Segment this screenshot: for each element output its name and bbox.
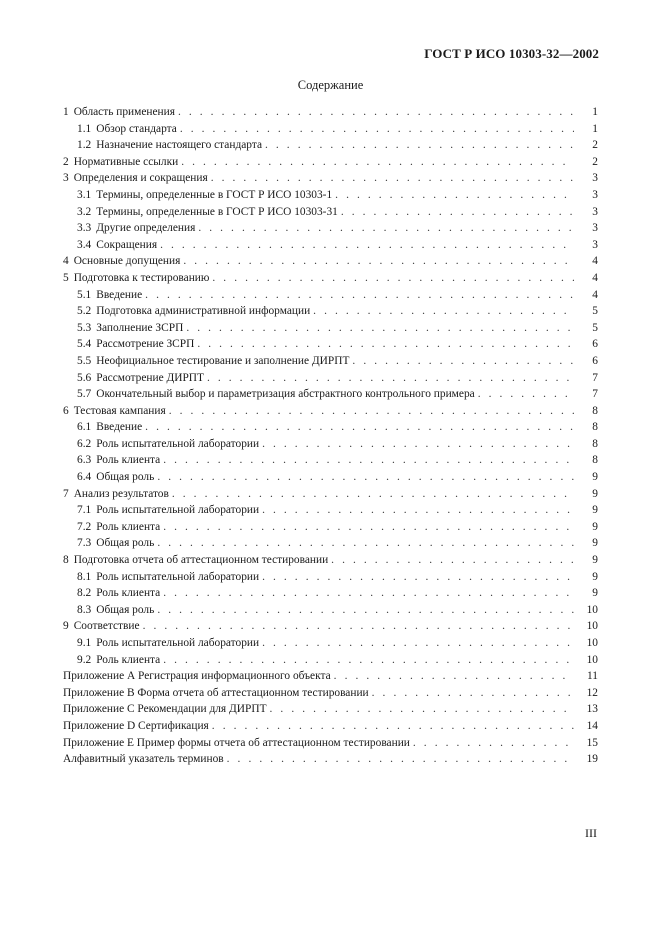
toc-entry-label: Роль испытательной лаборатории <box>96 504 260 517</box>
toc-entry[interactable] <box>63 585 598 602</box>
toc-dot-leader <box>169 403 574 420</box>
toc-entry-page: 9 <box>592 520 598 533</box>
toc-entry[interactable] <box>63 436 598 453</box>
toc-entry-label: Термины, определенные в ГОСТ Р ИСО 10303-31 <box>96 205 338 218</box>
toc-entry[interactable] <box>63 419 598 436</box>
toc-entry-label: Роль клиента <box>96 520 161 533</box>
toc-dot-leader <box>163 452 574 469</box>
toc-entry-label: Приложение В Форма отчета об аттестационном тестировании <box>63 686 369 699</box>
toc-entry-label: Введение <box>96 288 143 301</box>
page-title: Содержание <box>297 78 364 92</box>
toc-entry-label: Приложение А Регистрация информационного объекта <box>63 670 331 683</box>
toc-entry-page: 8 <box>592 454 598 467</box>
toc-entry[interactable] <box>63 121 598 138</box>
toc-entry-page: 9 <box>592 587 598 600</box>
toc-entry-number: 4 <box>63 255 69 268</box>
toc-entry-label: Роль клиента <box>96 587 161 600</box>
toc-entry-label: Рассмотрение ЗСРП <box>96 338 195 351</box>
toc-entry[interactable] <box>63 253 598 270</box>
toc-entry[interactable] <box>63 403 598 420</box>
toc-dot-leader <box>270 701 574 718</box>
toc-entry-page: 3 <box>592 172 598 185</box>
toc-entry[interactable] <box>63 635 598 652</box>
toc-entry-page: 8 <box>592 421 598 434</box>
toc-entry-page: 3 <box>592 222 598 235</box>
toc-dot-leader <box>211 170 574 187</box>
toc-entry-page: 15 <box>586 736 598 749</box>
toc-dot-leader <box>172 486 574 503</box>
toc-entry[interactable] <box>63 170 598 187</box>
toc-entry-number: 9.1 <box>77 637 92 649</box>
toc-entry[interactable] <box>63 751 598 768</box>
toc-dot-leader <box>212 270 574 287</box>
toc-entry-page: 13 <box>586 703 598 716</box>
toc-entry-number: 6.2 <box>77 437 92 450</box>
toc-entry-page: 7 <box>592 371 598 384</box>
toc-entry-page: 6 <box>592 338 598 351</box>
toc-dot-leader <box>186 320 574 337</box>
toc-entry-page: 12 <box>586 686 598 699</box>
toc-entry-page: 9 <box>592 570 598 583</box>
toc-entry-number: 8.2 <box>77 587 92 600</box>
toc-dot-leader <box>227 751 574 768</box>
toc-entry-number: 5.4 <box>77 338 92 351</box>
toc-entry-label: Заполнение ЗСРП <box>96 321 184 334</box>
toc-entry[interactable] <box>63 270 598 287</box>
toc-entry-page: 3 <box>592 205 598 218</box>
toc-entry[interactable] <box>63 303 598 320</box>
toc-entry-page: 3 <box>592 188 598 201</box>
toc-dot-leader <box>160 237 574 254</box>
toc-entry-number: 1.2 <box>77 139 92 152</box>
toc-entry-number: 6.4 <box>77 471 92 484</box>
toc-entry-label: Сокращения <box>96 238 158 251</box>
toc-entry-page: 3 <box>592 238 598 251</box>
toc-entry-number: 5.2 <box>77 305 92 318</box>
toc-dot-leader <box>198 220 574 237</box>
toc-dot-leader <box>178 104 574 121</box>
toc-entry-label: Область применения <box>73 106 175 118</box>
toc-entry-label: Приложение Е Пример формы отчета об аттестационном тестировании <box>63 736 410 749</box>
document-header: ГОСТ Р ИСО 10303-32—2002 <box>424 46 599 61</box>
toc-entry-number: 7.3 <box>77 537 92 550</box>
toc-entry-label: Роль испытательной лаборатории <box>96 570 260 583</box>
toc-entry-number: 6.1 <box>77 421 92 434</box>
toc-entry-label: Рассмотрение ДИРПТ <box>96 371 204 384</box>
toc-entry[interactable] <box>63 701 598 718</box>
toc-entry[interactable] <box>63 452 598 469</box>
toc-dot-leader <box>352 353 574 370</box>
toc-entry[interactable] <box>63 735 598 752</box>
toc-entry-number: 6.3 <box>77 454 92 467</box>
toc-dot-leader <box>334 668 574 685</box>
toc-dot-leader <box>157 535 574 552</box>
toc-dot-leader <box>413 735 574 752</box>
toc-entry-label: Соответствие <box>73 620 140 633</box>
toc-entry-number: 9 <box>63 620 69 633</box>
toc-entry-number: 3.3 <box>77 222 92 235</box>
toc-entry-number: 8 <box>63 554 69 567</box>
toc-entry-label: Введение <box>96 421 143 434</box>
toc-entry[interactable] <box>63 519 598 536</box>
toc-entry-label: Назначение настоящего стандарта <box>96 139 263 152</box>
toc-entry-label: Приложение С Рекомендации для ДИРПТ <box>63 703 267 716</box>
toc-entry[interactable] <box>63 353 598 370</box>
toc-entry[interactable] <box>63 618 598 635</box>
toc-entry[interactable] <box>63 154 598 171</box>
toc-entry-page: 9 <box>592 554 598 567</box>
toc-entry-label: Анализ результатов <box>73 487 169 500</box>
toc-dot-leader <box>183 253 574 270</box>
toc-entry-number: 5.3 <box>77 321 92 334</box>
toc-entry-page: 4 <box>592 271 598 284</box>
toc-entry-page: 1 <box>592 122 598 135</box>
toc-dot-leader <box>197 336 574 353</box>
toc-dot-leader <box>145 419 574 436</box>
toc-entry[interactable] <box>63 320 598 337</box>
toc-entry-number: 3.4 <box>77 238 92 251</box>
toc-entry-page: 10 <box>586 637 598 649</box>
toc-dot-leader <box>157 602 574 619</box>
toc-entry-label: Тестовая кампания <box>73 404 166 417</box>
toc-entry-page: 7 <box>592 388 598 401</box>
toc-entry-page: 9 <box>592 504 598 517</box>
toc-entry-number: 7.2 <box>77 520 92 533</box>
toc-entry-page: 1 <box>592 106 598 118</box>
toc-entry-label: Другие определения <box>96 222 196 235</box>
toc-dot-leader <box>262 502 574 519</box>
toc-dot-leader <box>313 303 574 320</box>
toc-entry-number: 6 <box>63 404 69 417</box>
toc-entry-number: 3.2 <box>77 205 92 218</box>
toc-entry-label: Роль испытательной лаборатории <box>96 637 260 649</box>
toc-dot-leader <box>157 469 574 486</box>
toc-entry[interactable] <box>63 287 598 304</box>
toc-entry-label: Термины, определенные в ГОСТ Р ИСО 10303-1 <box>96 188 333 201</box>
toc-entry[interactable] <box>63 386 598 403</box>
toc-entry[interactable] <box>63 652 598 669</box>
toc-entry-label: Определения и сокращения <box>73 172 208 185</box>
toc-entry[interactable] <box>63 569 598 586</box>
toc-entry-label: Роль испытательной лаборатории <box>96 437 260 450</box>
toc-dot-leader <box>180 121 574 138</box>
toc-entry-page: 14 <box>586 719 598 732</box>
toc-entry[interactable] <box>63 336 598 353</box>
toc-dot-leader <box>143 618 574 635</box>
toc-entry-number: 9.2 <box>77 653 92 666</box>
toc-entry-page: 6 <box>592 354 598 367</box>
toc-entry-page: 19 <box>586 753 598 766</box>
toc-entry-label: Подготовка административной информации <box>96 305 311 318</box>
toc-dot-leader <box>262 635 574 652</box>
toc-entry-number: 5.5 <box>77 354 92 367</box>
toc-entry-label: Общая роль <box>96 537 155 550</box>
toc-entry[interactable] <box>63 552 598 569</box>
toc-entry[interactable] <box>63 220 598 237</box>
toc-entry[interactable] <box>63 469 598 486</box>
toc-entry[interactable] <box>63 187 598 204</box>
toc-entry-page: 11 <box>587 670 598 683</box>
toc-dot-leader <box>372 685 574 702</box>
toc-entry[interactable] <box>63 204 598 221</box>
toc-dot-leader <box>163 652 574 669</box>
toc-dot-leader <box>262 436 574 453</box>
toc-entry-label: Нормативные ссылки <box>73 155 179 168</box>
toc-entry[interactable] <box>63 237 598 254</box>
toc-entry-page: 5 <box>592 321 598 334</box>
toc-entry-number: 7.1 <box>77 504 92 517</box>
toc-dot-leader <box>145 287 574 304</box>
toc-dot-leader <box>335 187 574 204</box>
toc-entry-page: 2 <box>592 139 598 152</box>
toc-entry-label: Обзор стандарта <box>96 122 177 135</box>
toc-entry-number: 1.1 <box>77 122 92 135</box>
toc-entry-label: Роль клиента <box>96 653 161 666</box>
toc-entry-number: 7 <box>63 487 69 500</box>
table-of-contents <box>63 104 598 768</box>
toc-entry[interactable] <box>63 486 598 503</box>
toc-entry-page: 2 <box>592 155 598 168</box>
toc-entry-page: 9 <box>592 487 598 500</box>
toc-entry-label: Общая роль <box>96 603 155 616</box>
toc-entry-label: Окончательный выбор и параметризация абстрактного контрольного примера <box>96 388 475 401</box>
toc-dot-leader <box>341 204 574 221</box>
toc-dot-leader <box>212 718 574 735</box>
toc-entry-page: 9 <box>592 537 598 550</box>
toc-entry-number: 3 <box>63 172 69 185</box>
toc-entry-label: Алфавитный указатель терминов <box>63 753 224 766</box>
toc-entry[interactable] <box>63 718 598 735</box>
toc-entry-label: Подготовка к тестированию <box>73 271 210 284</box>
toc-entry[interactable] <box>63 104 598 121</box>
toc-entry-number: 1 <box>63 106 69 118</box>
toc-entry-number: 5.6 <box>77 371 92 384</box>
page-number: III <box>585 826 597 840</box>
toc-entry[interactable] <box>63 602 598 619</box>
toc-entry[interactable] <box>63 370 598 387</box>
toc-entry-label: Основные допущения <box>73 255 181 268</box>
toc-entry[interactable] <box>63 685 598 702</box>
toc-entry-number: 8.1 <box>77 570 92 583</box>
toc-entry[interactable] <box>63 668 598 685</box>
toc-dot-leader <box>265 137 574 154</box>
toc-entry-page: 10 <box>586 620 598 633</box>
toc-dot-leader <box>207 370 574 387</box>
toc-entry[interactable] <box>63 502 598 519</box>
toc-dot-leader <box>331 552 574 569</box>
toc-entry-page: 10 <box>586 603 598 616</box>
toc-entry[interactable] <box>63 137 598 154</box>
toc-dot-leader <box>181 154 574 171</box>
toc-entry-number: 3.1 <box>77 188 92 201</box>
toc-dot-leader <box>163 585 574 602</box>
toc-entry-label: Приложение D Сертификация <box>63 719 209 732</box>
toc-entry[interactable] <box>63 535 598 552</box>
toc-entry-number: 5.1 <box>77 288 92 301</box>
toc-entry-label: Общая роль <box>96 471 155 484</box>
toc-entry-page: 4 <box>592 288 598 301</box>
toc-dot-leader <box>163 519 574 536</box>
toc-entry-number: 5 <box>63 271 69 284</box>
toc-dot-leader <box>478 386 574 403</box>
toc-dot-leader <box>262 569 574 586</box>
toc-entry-page: 5 <box>592 305 598 318</box>
toc-entry-page: 8 <box>592 437 598 450</box>
toc-entry-number: 5.7 <box>77 388 92 401</box>
toc-entry-number: 8.3 <box>77 603 92 616</box>
toc-entry-page: 8 <box>592 404 598 417</box>
toc-entry-number: 2 <box>63 155 69 168</box>
toc-entry-label: Подготовка отчета об аттестационном тестировании <box>73 554 329 567</box>
toc-entry-page: 9 <box>592 471 598 484</box>
toc-entry-page: 4 <box>592 255 598 268</box>
toc-entry-label: Неофициальное тестирование и заполнение ДИРПТ <box>96 354 350 367</box>
toc-entry-label: Роль клиента <box>96 454 161 467</box>
toc-entry-page: 10 <box>586 653 598 666</box>
